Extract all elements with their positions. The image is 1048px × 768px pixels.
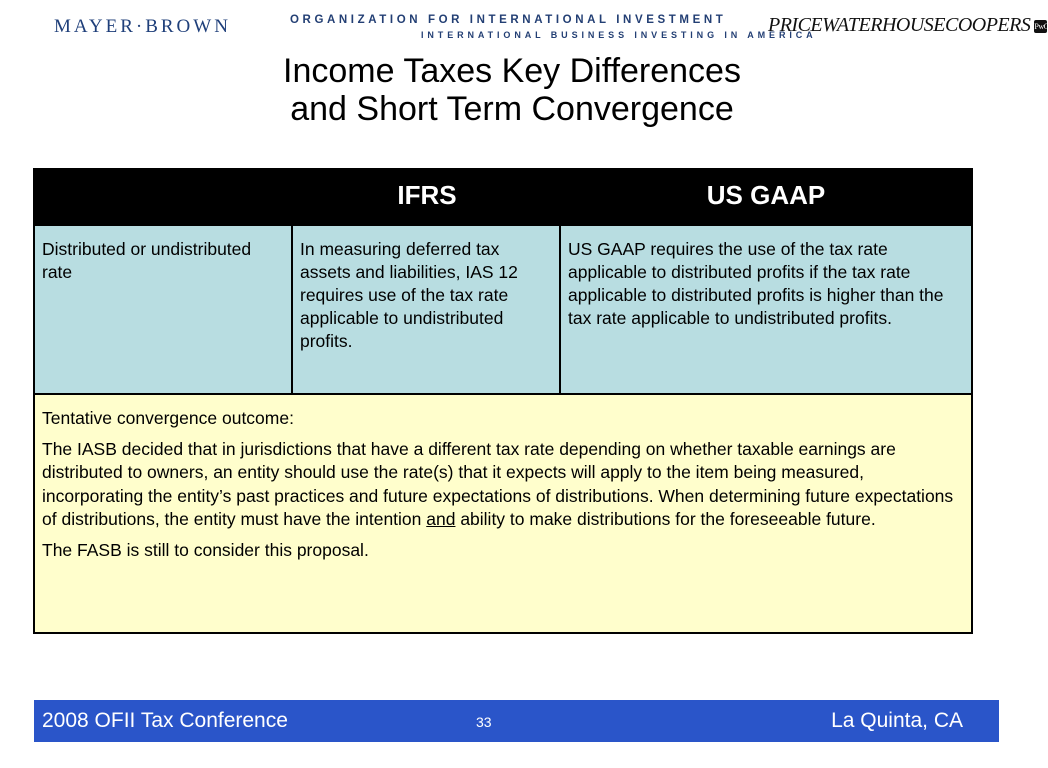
mayer-brown-logo: MAYER·BROWN [54, 16, 231, 37]
footer-location: La Quinta, CA [831, 709, 963, 732]
header-ifrs: IFRS [397, 180, 457, 210]
pwc-logo [768, 14, 1047, 37]
footer-conference: 2008 OFII Tax Conference [42, 709, 288, 732]
convergence-outcome-row [35, 395, 971, 632]
fasb-note: The FASB is still to consider this proposal. [42, 539, 369, 560]
pwc-mark-icon: PwC [1034, 22, 1048, 31]
convergence-paragraph [42, 438, 961, 532]
table-row-distributed-rate [35, 226, 971, 395]
slide-title-line1: Income Taxes Key Differences [283, 52, 741, 90]
ofii-logo-line1: ORGANIZATION FOR INTERNATIONAL INVESTMENT [290, 14, 727, 26]
convergence-text-after: ability to make distributions for the foreseeable future. [455, 509, 876, 529]
cell-usgaap: US GAAP requires the use of the tax rate applicable to distributed profits if the tax rate applicable to distributed profits is higher than the tax rate applicable to undistributed profits. [568, 239, 944, 328]
cell-ifrs: In measuring deferred tax assets and liabilities, IAS 12 requires use of the tax rate applicable to undistributed profits. [293, 226, 561, 393]
ofii-logo [290, 14, 817, 40]
cell-topic: Distributed or undistributed rate [35, 226, 293, 393]
footer-page-number: 33 [476, 714, 492, 730]
convergence-underlined-and: and [426, 509, 456, 529]
table-header-row [35, 170, 971, 226]
ofii-logo-line2: INTERNATIONAL BUSINESS INVESTING IN AMERICA [421, 30, 817, 40]
convergence-text-before: The IASB decided that in jurisdictions that have a different tax rate depending on whether taxable earnings are distributed to owners, an entity should use the rate(s) that it expects will apply to the item being measured, incorporating the entity’s past practices and future expectations of distributions. When determining future expectations of distributions, the entity must have the intention [42, 438, 954, 529]
footer-bar [34, 700, 999, 742]
slide-title-line2: and Short Term Convergence [290, 90, 734, 128]
convergence-heading: Tentative convergence outcome: [42, 408, 294, 428]
comparison-table [33, 168, 973, 634]
pwc-logo-text: PRICEWATERHOUSECOOPERS [768, 14, 1031, 36]
header-usgaap: US GAAP [706, 180, 826, 210]
slide-title [0, 52, 1024, 128]
